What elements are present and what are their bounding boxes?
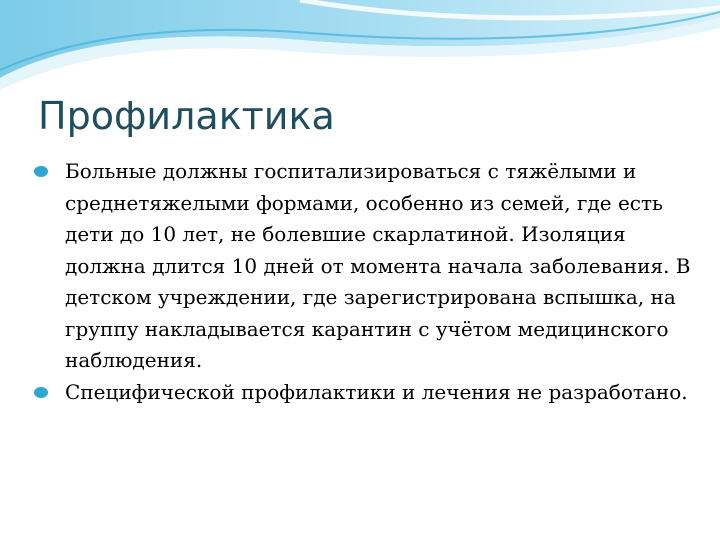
bullet-item — [34, 156, 694, 377]
bullet-text: Больные должны госпитализироваться с тяжёлыми и среднетяжелыми формами, особенно из семей, где есть дети до 10 лет, не болевшие скарлатиной. Изоляция должна длится 10 дней от момента начала заболевания. В детском учреждении, где зарегистрирована вспышка, на группу накладывается карантин с учётом медицинского наблюдения. — [65, 159, 691, 372]
bullet-list — [34, 156, 694, 408]
bullet-item — [34, 377, 694, 409]
bullet-dot-icon — [34, 387, 48, 398]
slide-title: Профилактика — [38, 94, 335, 138]
bullet-text: Специфической профилактики и лечения не разработано. — [65, 379, 688, 404]
decorative-wave-header — [0, 0, 720, 90]
bullet-dot-icon — [34, 166, 48, 177]
